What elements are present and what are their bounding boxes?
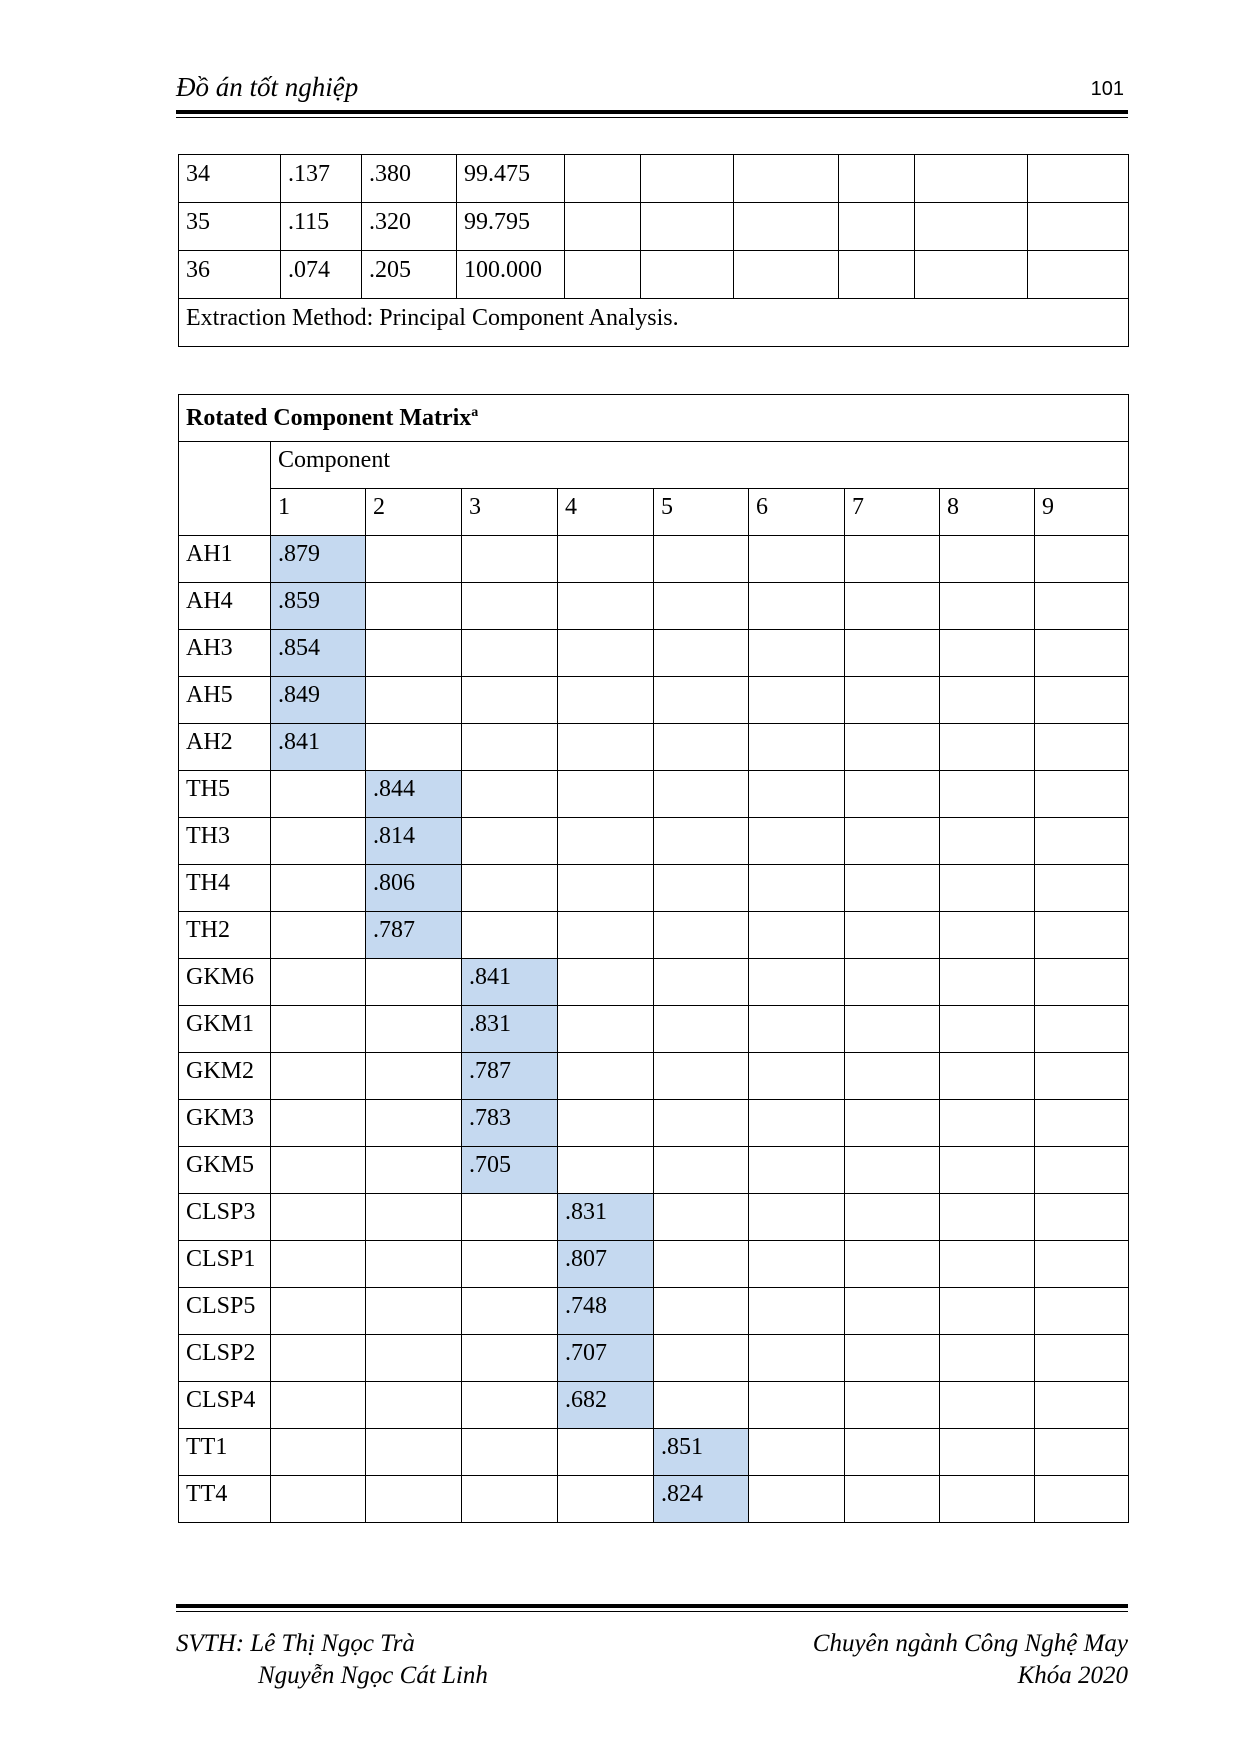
empty-cell	[749, 1382, 845, 1429]
empty-cell	[845, 630, 940, 677]
empty-cell	[940, 724, 1035, 771]
item-label: CLSP4	[179, 1382, 271, 1429]
matrix-row	[179, 1194, 1129, 1241]
component-header: Component	[271, 442, 1129, 489]
empty-cell	[940, 1335, 1035, 1382]
loading-value: .705	[462, 1147, 558, 1194]
empty-cell	[462, 1288, 558, 1335]
empty-cell	[749, 1476, 845, 1523]
item-label: GKM6	[179, 959, 271, 1006]
empty-cell	[462, 583, 558, 630]
empty-cell	[558, 583, 654, 630]
component-number-header: 3	[462, 489, 558, 536]
variance-cell: .380	[362, 155, 457, 203]
empty-cell	[845, 1006, 940, 1053]
empty-cell	[366, 1053, 462, 1100]
empty-cell	[271, 1147, 366, 1194]
matrix-row	[179, 1429, 1129, 1476]
variance-cell	[565, 251, 641, 299]
footer-cohort: Khóa 2020	[1017, 1662, 1128, 1689]
empty-cell	[940, 1429, 1035, 1476]
empty-cell	[1035, 771, 1129, 818]
empty-cell	[1035, 818, 1129, 865]
empty-cell	[654, 959, 749, 1006]
loading-value: .787	[462, 1053, 558, 1100]
empty-cell	[366, 1147, 462, 1194]
empty-cell	[845, 1335, 940, 1382]
footer-authors	[176, 1628, 488, 1692]
item-label: TH3	[179, 818, 271, 865]
variance-cell	[1028, 203, 1129, 251]
variance-cell	[734, 155, 839, 203]
loading-value: .787	[366, 912, 462, 959]
loading-value: .879	[271, 536, 366, 583]
empty-cell	[749, 1288, 845, 1335]
empty-cell	[749, 771, 845, 818]
footer-rule-thick	[176, 1604, 1128, 1608]
loading-value: .824	[654, 1476, 749, 1523]
matrix-row	[179, 1053, 1129, 1100]
item-label: TH4	[179, 865, 271, 912]
matrix-row	[179, 1288, 1129, 1335]
empty-cell	[940, 1147, 1035, 1194]
empty-cell	[462, 1382, 558, 1429]
matrix-row	[179, 959, 1129, 1006]
empty-cell	[271, 1241, 366, 1288]
variance-cell	[839, 203, 915, 251]
loading-value: .814	[366, 818, 462, 865]
variance-cell	[565, 155, 641, 203]
empty-cell	[558, 818, 654, 865]
empty-cell	[940, 1288, 1035, 1335]
variance-row	[179, 155, 1129, 203]
empty-cell	[940, 818, 1035, 865]
loading-value: .849	[271, 677, 366, 724]
empty-cell	[558, 724, 654, 771]
empty-cell	[940, 630, 1035, 677]
variance-cell: 99.475	[457, 155, 565, 203]
empty-cell	[366, 630, 462, 677]
empty-cell	[558, 1100, 654, 1147]
empty-cell	[1035, 1335, 1129, 1382]
variance-cell: .074	[281, 251, 362, 299]
page-header	[176, 72, 1128, 112]
matrix-row	[179, 536, 1129, 583]
empty-cell	[462, 1335, 558, 1382]
empty-cell	[558, 536, 654, 583]
empty-cell	[462, 1429, 558, 1476]
empty-cell	[271, 771, 366, 818]
footer-program	[813, 1628, 1128, 1692]
empty-cell	[366, 1006, 462, 1053]
rotated-component-matrix	[178, 394, 1129, 1523]
empty-cell	[558, 1006, 654, 1053]
empty-cell	[749, 1147, 845, 1194]
empty-cell	[271, 1288, 366, 1335]
variance-cell: 36	[179, 251, 281, 299]
empty-cell	[366, 1194, 462, 1241]
empty-cell	[271, 1476, 366, 1523]
item-label: GKM3	[179, 1100, 271, 1147]
empty-cell	[366, 1335, 462, 1382]
variance-cell	[915, 203, 1028, 251]
matrix-row	[179, 1100, 1129, 1147]
loading-value: .844	[366, 771, 462, 818]
empty-cell	[654, 1147, 749, 1194]
empty-cell	[558, 771, 654, 818]
empty-cell	[271, 818, 366, 865]
empty-cell	[940, 1382, 1035, 1429]
empty-cell	[462, 912, 558, 959]
empty-cell	[845, 1194, 940, 1241]
variance-cell: .137	[281, 155, 362, 203]
empty-cell	[749, 912, 845, 959]
loading-value: .841	[271, 724, 366, 771]
empty-cell	[940, 677, 1035, 724]
empty-cell	[654, 1241, 749, 1288]
matrix-row	[179, 1335, 1129, 1382]
empty-cell	[749, 1053, 845, 1100]
empty-cell	[845, 677, 940, 724]
empty-cell	[845, 724, 940, 771]
matrix-row	[179, 1147, 1129, 1194]
empty-cell	[1035, 1476, 1129, 1523]
item-label: CLSP3	[179, 1194, 271, 1241]
empty-cell	[654, 1194, 749, 1241]
empty-cell	[654, 1100, 749, 1147]
matrix-row	[179, 1241, 1129, 1288]
empty-cell	[558, 1147, 654, 1194]
empty-cell	[749, 1429, 845, 1476]
loading-value: .851	[654, 1429, 749, 1476]
empty-cell	[654, 771, 749, 818]
loading-value: .748	[558, 1288, 654, 1335]
variance-cell	[734, 203, 839, 251]
empty-cell	[1035, 1006, 1129, 1053]
empty-cell	[558, 630, 654, 677]
document-title: Đồ án tốt nghiệp	[176, 72, 359, 102]
item-label: TH5	[179, 771, 271, 818]
empty-cell	[654, 1053, 749, 1100]
item-label: TT1	[179, 1429, 271, 1476]
loading-value: .831	[462, 1006, 558, 1053]
loading-value: .859	[271, 583, 366, 630]
variance-cell	[839, 155, 915, 203]
empty-cell	[845, 583, 940, 630]
empty-cell	[654, 912, 749, 959]
empty-cell	[845, 1382, 940, 1429]
empty-cell	[654, 536, 749, 583]
variance-cell	[641, 251, 734, 299]
empty-cell	[654, 865, 749, 912]
variance-cell: 35	[179, 203, 281, 251]
empty-cell	[1035, 583, 1129, 630]
matrix-title	[179, 395, 1129, 442]
item-label: AH1	[179, 536, 271, 583]
empty-cell	[654, 1006, 749, 1053]
empty-cell	[1035, 865, 1129, 912]
matrix-title-footnote-mark: a	[471, 405, 479, 420]
component-number-header: 4	[558, 489, 654, 536]
item-label: CLSP1	[179, 1241, 271, 1288]
empty-cell	[654, 583, 749, 630]
variance-row	[179, 203, 1129, 251]
empty-cell	[462, 630, 558, 677]
variance-cell: .205	[362, 251, 457, 299]
item-label: GKM5	[179, 1147, 271, 1194]
component-number-header: 5	[654, 489, 749, 536]
component-number-header: 6	[749, 489, 845, 536]
empty-cell	[940, 1053, 1035, 1100]
empty-cell	[271, 1006, 366, 1053]
empty-cell	[271, 959, 366, 1006]
empty-cell	[940, 536, 1035, 583]
matrix-title-text: Rotated Component Matrix	[186, 405, 472, 431]
empty-cell	[845, 1241, 940, 1288]
empty-cell	[558, 912, 654, 959]
item-label: AH3	[179, 630, 271, 677]
matrix-row	[179, 724, 1129, 771]
loading-value: .707	[558, 1335, 654, 1382]
variance-cell	[839, 251, 915, 299]
variance-cell	[915, 251, 1028, 299]
empty-cell	[845, 771, 940, 818]
empty-cell	[749, 583, 845, 630]
extraction-method-note: Extraction Method: Principal Component Analysis.	[179, 299, 1129, 347]
empty-cell	[654, 677, 749, 724]
empty-cell	[749, 724, 845, 771]
empty-cell	[1035, 1100, 1129, 1147]
empty-cell	[845, 536, 940, 583]
empty-cell	[749, 865, 845, 912]
empty-cell	[749, 536, 845, 583]
loading-value: .841	[462, 959, 558, 1006]
loading-value: .831	[558, 1194, 654, 1241]
empty-cell	[558, 1429, 654, 1476]
empty-cell	[366, 1241, 462, 1288]
variance-cell: 34	[179, 155, 281, 203]
empty-cell	[558, 1476, 654, 1523]
empty-cell	[845, 959, 940, 1006]
empty-cell	[940, 959, 1035, 1006]
page-number: 101	[1090, 78, 1124, 100]
empty-cell	[462, 1241, 558, 1288]
empty-cell	[845, 1053, 940, 1100]
header-rule-thin	[176, 117, 1128, 118]
item-label: AH4	[179, 583, 271, 630]
empty-cell	[271, 865, 366, 912]
matrix-row	[179, 583, 1129, 630]
empty-cell	[940, 912, 1035, 959]
matrix-row	[179, 818, 1129, 865]
empty-cell	[366, 1476, 462, 1523]
footer-svth-line1: SVTH: Lê Thị Ngọc Trà	[176, 1630, 415, 1657]
empty-cell	[1035, 1288, 1129, 1335]
component-number-header: 9	[1035, 489, 1129, 536]
matrix-row	[179, 1476, 1129, 1523]
empty-cell	[366, 1429, 462, 1476]
empty-cell	[271, 912, 366, 959]
empty-cell	[654, 630, 749, 677]
empty-cell	[845, 1288, 940, 1335]
empty-cell	[1035, 1053, 1129, 1100]
empty-cell	[845, 1429, 940, 1476]
empty-cell	[940, 771, 1035, 818]
item-label: GKM2	[179, 1053, 271, 1100]
empty-cell	[749, 1194, 845, 1241]
empty-cell	[462, 724, 558, 771]
empty-cell	[940, 1006, 1035, 1053]
empty-cell	[366, 959, 462, 1006]
empty-cell	[462, 771, 558, 818]
item-label: CLSP5	[179, 1288, 271, 1335]
item-label: TH2	[179, 912, 271, 959]
variance-cell: .115	[281, 203, 362, 251]
empty-cell	[940, 583, 1035, 630]
empty-cell	[462, 1476, 558, 1523]
footer-svth-line2: Nguyễn Ngọc Cát Linh	[258, 1662, 488, 1689]
empty-cell	[1035, 724, 1129, 771]
empty-cell	[366, 583, 462, 630]
empty-cell	[271, 1382, 366, 1429]
empty-cell	[940, 1476, 1035, 1523]
loading-value: .807	[558, 1241, 654, 1288]
empty-cell	[462, 818, 558, 865]
empty-cell	[462, 865, 558, 912]
empty-cell	[940, 1241, 1035, 1288]
item-label: AH2	[179, 724, 271, 771]
loading-value: .783	[462, 1100, 558, 1147]
variance-row	[179, 251, 1129, 299]
empty-cell	[271, 1335, 366, 1382]
empty-cell	[366, 677, 462, 724]
empty-cell	[940, 865, 1035, 912]
item-label: TT4	[179, 1476, 271, 1523]
header-rule-thick	[176, 110, 1128, 114]
footer-rule-thin	[176, 1611, 1128, 1612]
variance-cell	[915, 155, 1028, 203]
empty-cell	[1035, 1147, 1129, 1194]
matrix-row	[179, 1006, 1129, 1053]
empty-cell	[845, 1147, 940, 1194]
loading-value: .682	[558, 1382, 654, 1429]
empty-cell	[462, 536, 558, 583]
empty-cell	[940, 1100, 1035, 1147]
matrix-row	[179, 912, 1129, 959]
matrix-corner-cell	[179, 442, 271, 536]
empty-cell	[749, 677, 845, 724]
item-label: GKM1	[179, 1006, 271, 1053]
loading-value: .854	[271, 630, 366, 677]
variance-cell: 99.795	[457, 203, 565, 251]
item-label: AH5	[179, 677, 271, 724]
variance-cell	[1028, 251, 1129, 299]
matrix-row	[179, 771, 1129, 818]
empty-cell	[1035, 677, 1129, 724]
matrix-row	[179, 865, 1129, 912]
empty-cell	[845, 818, 940, 865]
empty-cell	[654, 1382, 749, 1429]
empty-cell	[749, 1006, 845, 1053]
variance-cell	[641, 203, 734, 251]
empty-cell	[1035, 630, 1129, 677]
empty-cell	[749, 818, 845, 865]
empty-cell	[749, 1100, 845, 1147]
empty-cell	[845, 1476, 940, 1523]
empty-cell	[558, 1053, 654, 1100]
empty-cell	[366, 1382, 462, 1429]
empty-cell	[271, 1194, 366, 1241]
variance-cell	[565, 203, 641, 251]
empty-cell	[1035, 1241, 1129, 1288]
total-variance-table	[178, 154, 1129, 347]
variance-cell	[1028, 155, 1129, 203]
empty-cell	[366, 536, 462, 583]
component-number-header: 8	[940, 489, 1035, 536]
empty-cell	[366, 724, 462, 771]
empty-cell	[462, 1194, 558, 1241]
empty-cell	[1035, 959, 1129, 1006]
empty-cell	[940, 1194, 1035, 1241]
variance-cell	[734, 251, 839, 299]
variance-cell	[641, 155, 734, 203]
component-number-header: 1	[271, 489, 366, 536]
empty-cell	[366, 1288, 462, 1335]
empty-cell	[654, 724, 749, 771]
empty-cell	[749, 959, 845, 1006]
empty-cell	[271, 1053, 366, 1100]
empty-cell	[845, 865, 940, 912]
matrix-row	[179, 630, 1129, 677]
empty-cell	[749, 1241, 845, 1288]
matrix-row	[179, 677, 1129, 724]
matrix-row	[179, 1382, 1129, 1429]
empty-cell	[558, 865, 654, 912]
empty-cell	[749, 1335, 845, 1382]
empty-cell	[1035, 536, 1129, 583]
empty-cell	[1035, 1429, 1129, 1476]
variance-cell: .320	[362, 203, 457, 251]
component-number-header: 2	[366, 489, 462, 536]
footer-major: Chuyên ngành Công Nghệ May	[812, 1630, 1128, 1657]
empty-cell	[366, 1100, 462, 1147]
empty-cell	[462, 677, 558, 724]
empty-cell	[558, 959, 654, 1006]
component-number-header: 7	[845, 489, 940, 536]
empty-cell	[845, 912, 940, 959]
empty-cell	[271, 1429, 366, 1476]
empty-cell	[558, 677, 654, 724]
empty-cell	[654, 818, 749, 865]
empty-cell	[654, 1335, 749, 1382]
loading-value: .806	[366, 865, 462, 912]
empty-cell	[271, 1100, 366, 1147]
empty-cell	[1035, 1194, 1129, 1241]
empty-cell	[654, 1288, 749, 1335]
empty-cell	[749, 630, 845, 677]
empty-cell	[1035, 1382, 1129, 1429]
empty-cell	[1035, 912, 1129, 959]
variance-cell: 100.000	[457, 251, 565, 299]
empty-cell	[845, 1100, 940, 1147]
item-label: CLSP2	[179, 1335, 271, 1382]
